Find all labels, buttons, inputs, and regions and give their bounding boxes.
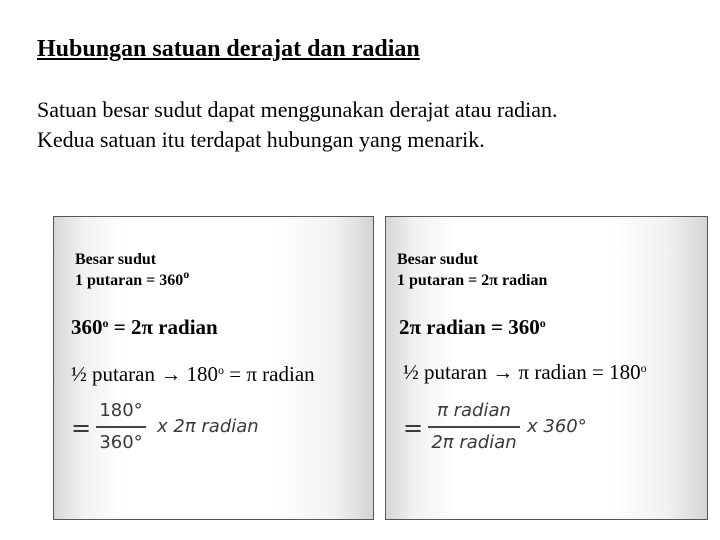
right-equation-half-turn [403, 360, 647, 385]
right-conversion-formula [403, 399, 653, 461]
right-multiplier: x 360° [527, 416, 587, 437]
left-eq2-value: ½ putaran → 180 [71, 362, 218, 386]
right-fraction [426, 399, 522, 455]
radian-to-degree-panel [385, 216, 708, 520]
right-heading-line2: 1 putaran = 2π radian [397, 272, 548, 289]
page-title: Hubungan satuan derajat dan radian [37, 36, 420, 62]
left-fraction-denominator: 360° [99, 432, 143, 453]
degree-to-radian-panel [53, 216, 374, 520]
fraction-bar [428, 426, 520, 428]
right-eq1-value: 2π radian = 360 [399, 315, 540, 339]
fraction-bar [96, 426, 146, 428]
equals-sign: = [71, 414, 92, 442]
left-fraction [94, 399, 148, 455]
left-eq2-rest: = π radian [223, 362, 315, 386]
right-heading-line1: Besar sudut [397, 251, 479, 268]
left-panel-heading [75, 249, 189, 292]
degree-superscript: o [183, 267, 190, 281]
intro-paragraph: Satuan besar sudut dapat menggunakan derajat atau radian. Kedua satuan itu terdapat hubungan yang menarik. [37, 97, 558, 152]
degree-superscript: o [539, 316, 546, 330]
right-equation-full-turn [399, 315, 546, 340]
degree-superscript: o [102, 316, 109, 330]
degree-superscript: o [217, 363, 224, 377]
left-eq1-value: 360 [71, 315, 103, 339]
left-fraction-numerator: 180° [99, 400, 143, 421]
left-heading-line2 [75, 267, 190, 292]
right-eq2-value: ½ putaran → π radian = 180 [403, 360, 641, 384]
right-fraction-numerator: π radian [437, 400, 511, 421]
left-multiplier: x 2π radian [157, 416, 259, 437]
left-equation-half-turn [71, 362, 315, 387]
left-eq1-rest: = 2π radian [108, 315, 218, 339]
left-equation-full-turn [71, 315, 218, 340]
degree-superscript: o [640, 361, 647, 375]
left-heading-line1: Besar sudut [75, 251, 157, 268]
equals-sign: = [403, 414, 424, 442]
right-fraction-denominator: 2π radian [431, 432, 517, 453]
right-panel-heading [397, 249, 547, 291]
left-conversion-formula [71, 399, 331, 461]
left-heading-line2-text: 1 putaran = 360 [75, 272, 184, 289]
